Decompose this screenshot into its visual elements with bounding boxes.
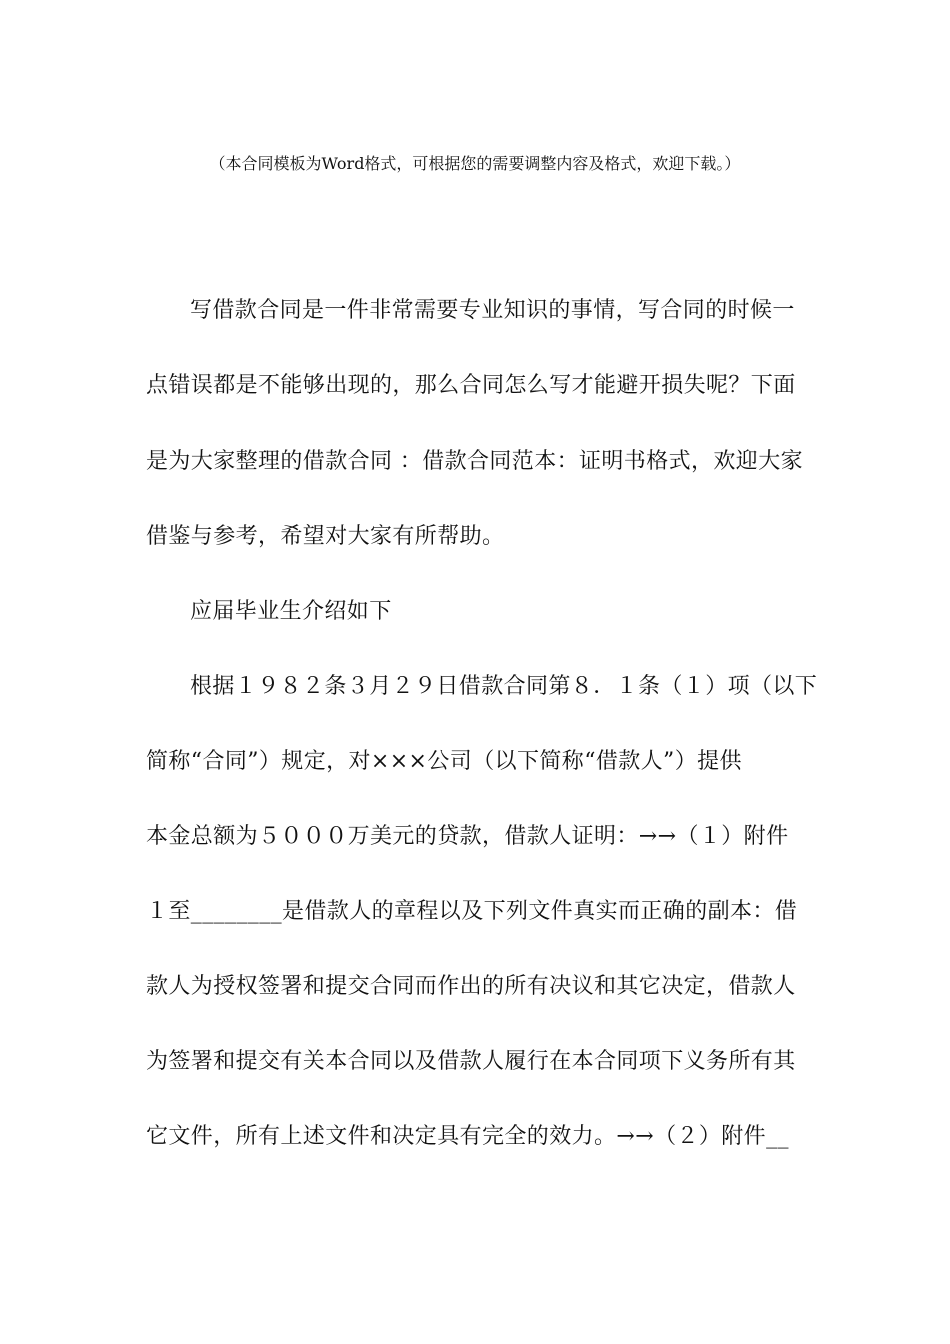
body-line-10: 款人为授权签署和提交合同而作出的所有决议和其它决定，借款人 (146, 974, 796, 999)
body-line-3: 是为大家整理的借款合同 ：借款合同范本：证明书格式，欢迎大家 (146, 449, 803, 474)
body-line-9: １至________是借款人的章程以及下列文件真实而正确的副本：借 (146, 899, 798, 924)
body-line-8: 本金总额为５０００万美元的贷款，借款人证明：→→（１）附件 (146, 824, 789, 849)
body-line-4: 借鉴与参考，希望对大家有所帮助。 (146, 524, 505, 549)
body-line-12: 它文件，所有上述文件和决定具有完全的效力。→→（２）附件__ (146, 1124, 789, 1149)
body-line-7: 简称“合同”）规定，对×××公司（以下简称“借款人”）提供 (146, 749, 742, 774)
body-line-11: 为签署和提交有关本合同以及借款人履行在本合同项下义务所有其 (146, 1049, 796, 1074)
body-line-2: 点错误都是不能够出现的，那么合同怎么写才能避开损失呢？下面 (146, 373, 796, 398)
body-line-1: 写借款合同是一件非常需要专业知识的事情，写合同的时候一 (190, 298, 795, 323)
template-note: （本合同模板为Word格式，可根据您的需要调整内容及格式，欢迎下载。） (209, 154, 741, 173)
section-heading: 应届毕业生介绍如下 (190, 599, 392, 624)
body-line-6: 根据１９８２条３月２９日借款合同第８．１条（１）项（以下 (190, 674, 818, 699)
